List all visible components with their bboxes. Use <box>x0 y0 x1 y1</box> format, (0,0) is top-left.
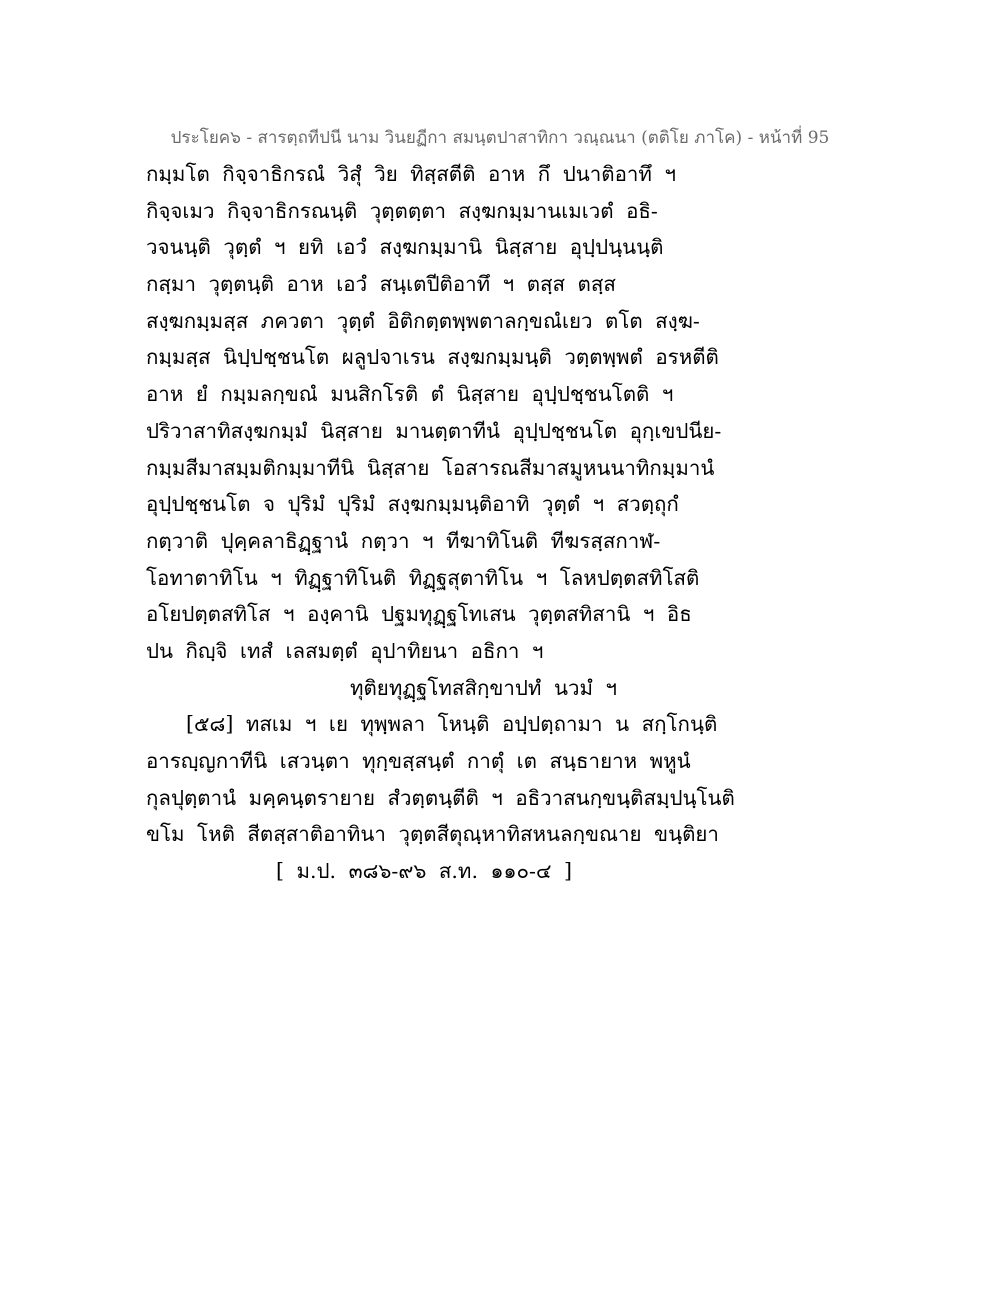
text-line: โอทาตาทิโน ฯ ทิฏฺฐาทิโนติ ทิฏฺฐสุตาทิโน ฯ โลหปตฺตสทิโสติ <box>146 565 700 590</box>
text-line: ขโม โหติ สีตสฺสาติอาทินา วุตฺตสีตุณฺหาทิสหนลกฺขณาย ขนฺติยา <box>146 822 719 847</box>
text-line: กุลปุตฺตานํ มคฺคนฺตรายาย สํวตฺตนฺตีติ ฯ อธิวาสนกฺขนฺติสมฺปนฺโนติ <box>146 785 735 810</box>
text-line: กสฺมา วุตฺตนฺติ อาห เอวํ สนฺเตปีติอาทึ ฯ ตสฺส ตสฺส <box>146 272 616 297</box>
text-line: กมฺมสฺส นิปฺปชฺชนโต ผลูปจาเรน สงฺฆกมฺมนฺติ วตฺตพฺพตํ อรหตีติ <box>146 345 719 370</box>
text-line: สงฺฆกมฺมสฺส ภควตา วุตฺตํ อิติกตฺตพฺพตาลกฺขณํเยว ตโต สงฺฆ- <box>146 308 700 333</box>
text-line: อโยปตฺตสทิโส ฯ องฺคานิ ปฐมทุฏฺฐโทเสน วุตฺตสทิสานิ ฯ อิธ <box>146 602 692 627</box>
paragraph-start-line: [๕๘] ทสเม ฯ เย ทุพฺพลา โหนฺติ อปฺปตฺถามา น สกฺโกนฺติ <box>186 712 718 737</box>
text-line: กมฺมสีมาสมฺมติกมฺมาทีนิ นิสฺสาย โอสารณสีมาสมูหนนาทิกมฺมานํ <box>146 455 715 480</box>
section-ending-title: ทุติยทุฏฺฐโทสสิกฺขาปทํ นวมํ ฯ <box>349 675 618 700</box>
text-line: กมฺมโต กิจฺจาธิกรณํ วิสุํ วิย ทิสฺสตีติ อาห กึ ปนาติอาทึ ฯ <box>146 162 676 186</box>
text-line: กตฺวาติ ปุคฺคลาธิฏฺฐานํ กตฺวา ฯ ทีฆาทิโนติ ทีฆรสฺสกาฬ- <box>146 528 661 553</box>
text-line: อารญฺญกาทีนิ เสวนฺตา ทุกฺขสฺสนฺตํ กาตุํ เต สนฺธายาห พหูนํ <box>146 749 691 773</box>
text-line: กิจฺจเมว กิจฺจาธิกรณนฺติ วุตฺตตฺตา สงฺฆกมฺมานเมเวตํ อธิ- <box>146 198 658 223</box>
pali-text-body <box>146 156 866 890</box>
text-line: อุปฺปชฺชนโต จ ปุริมํ ปุริมํ สงฺฆกมฺมนฺติอาทิ วุตฺตํ ฯ สวตฺถุกํ <box>146 492 679 517</box>
page-reference: [ ม.ป. ๓๘๖-๙๖ ส.ท. ๑๑๐-๔ ] <box>276 859 572 884</box>
running-header: ประโยค๖ - สารตฺถทีปนี นาม วินยฏีกา สมนฺตปาสาทิกา วณฺณนา (ตติโย ภาโค) - หน้าที่ 95 <box>170 128 830 148</box>
text-line: อาห ยํ กมฺมลกฺขณํ มนสิกโรติ ตํ นิสฺสาย อุปฺปชฺชนโตติ ฯ <box>146 382 674 407</box>
text-line: ปน กิญฺจิ เทสํ เลสมตฺตํ อุปาทิยนา อธิกา ฯ <box>146 638 544 663</box>
text-line: วจนนฺติ วุตฺตํ ฯ ยทิ เอวํ สงฺฆกมฺมานิ นิสฺสาย อุปฺปนฺนนฺติ <box>146 235 664 260</box>
text-line: ปริวาสาทิสงฺฆกมฺมํ นิสฺสาย มานตฺตาทีนํ อุปฺปชฺชนโต อุกฺเขปนีย- <box>146 418 722 443</box>
